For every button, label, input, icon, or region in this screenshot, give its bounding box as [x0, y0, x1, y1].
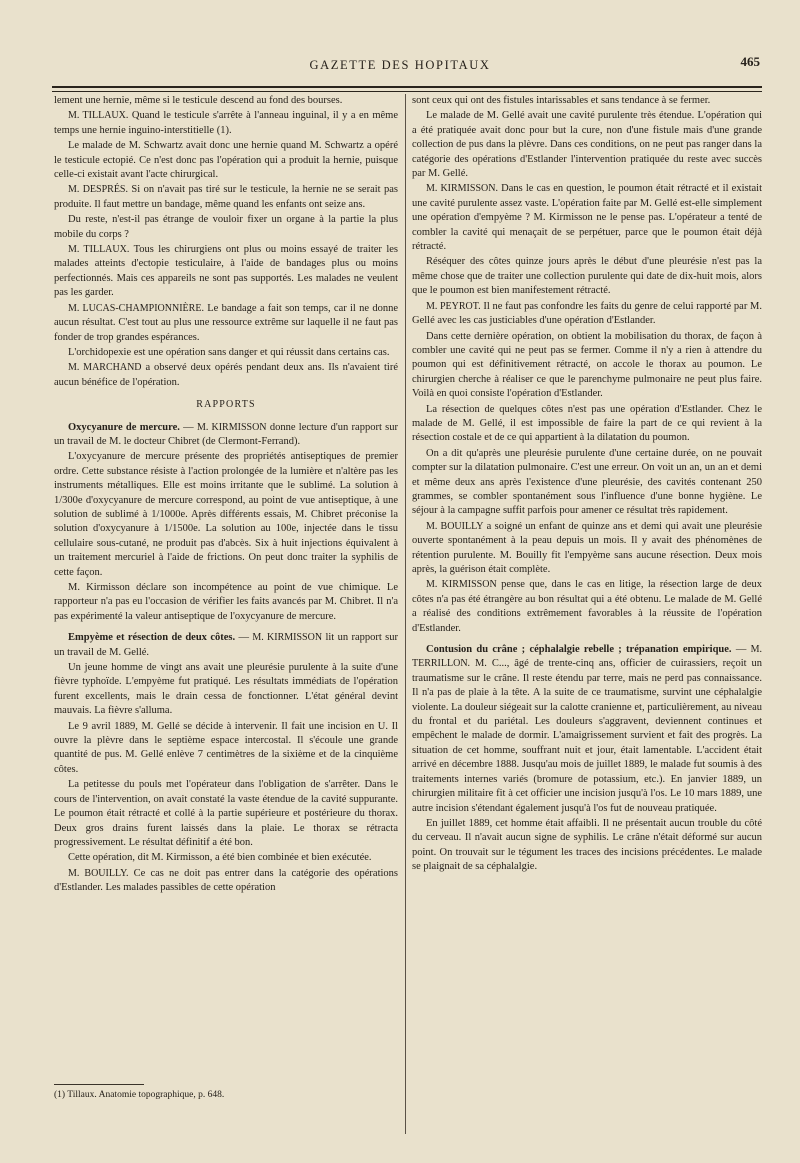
paragraph: Le malade de M. Schwartz avait donc une hernie quand M. Schwartz a opéré le testicule ectopié. Ce n'est donc pas l'opération qui a produit la hernie, puisque celle-ci existait avant l'acte chirurgical. — [54, 140, 398, 181]
paragraph — [54, 302, 398, 345]
speaker-name: M. TILLAUX. — [68, 244, 130, 256]
speaker-name: M. MARCHAND — [68, 362, 142, 374]
paragraph — [412, 520, 762, 578]
paragraph: La petitesse du pouls met l'opérateur dans l'obligation de s'arrêter. Dans le cours de l'intervention, on avait constaté la vaste étendue de la cavité suppurante. Le poumon était rétracté et collé à la partie supérieure et postérieure du thorax. Deux gros drains furent laissés dans la plaie. Le thorax se rétracta progressivement. Le résultat définitif a été bon. — [54, 779, 398, 848]
paragraph — [54, 421, 398, 450]
speaker-name: M. KIRMISSON — [196, 421, 267, 433]
paragraph: Cette opération, dit M. Kirmisson, a été bien combinée et bien exécutée. — [68, 852, 372, 864]
running-title: GAZETTE DES HOPITAUX — [309, 58, 491, 72]
paragraph: sont ceux qui ont des fistules intarissables et sans tendance à se fermer. — [412, 95, 711, 106]
paragraph: M. Kirmisson déclare son incompétence au point de vue chimique. Le rapporteur n'a pas eu l'occasion de vérifier les faits avancés par M. Chibret. Il n'a pas expérimenté la valeur antiseptique de l'oxycyanure de mercure. — [54, 582, 398, 622]
paragraph-text: M. C..., âgé de trente-cinq ans, officier de cuirassiers, reçoit un traumatisme sur le crâne. Il reste étendu par terre, mais ne perd pas connaissance. Il n'a pas de plaie à la tête. A la suite de ce traumatisme, survint une céphalalgie violente. La douleur siégeait sur la calotte cranienne et, particulièrement, au niveau du frontal et du pariétal. Les douleurs s'aggravent, deviennent continues et empêchent le malade de dormir. L'amaigrissement survient et fait des progrès. La situation de cet homme, souffrant nuit et jour, était lamentable. L'accident était arrivé en décembre 1888. Jusqu'au mois de juillet 1889, le malade fut soumis à des traitements internes variés (bromure de potassium, etc.). En janvier 1889, un chirurgien militaire fit à cet officier une incision jusqu'à l'os. Le 10 mars 1889, une autre incision s'étendant également jusqu'à l'os fut de nouveau pratiquée. — [412, 658, 762, 814]
paragraph — [54, 243, 398, 301]
paragraph — [412, 578, 762, 636]
paragraph: En juillet 1889, cet homme était affaibli. Il ne présentait aucun trouble du côté du cerveau. Il n'avait aucun signe de syphilis. Le crâne n'était déformé sur aucun point. On trouvait sur le tégument les traces des incisions précédentes. Le malade se plaignait de sa céphalalgie. — [412, 817, 762, 873]
paragraph — [54, 109, 398, 138]
speaker-name: M. KIRMISSON — [426, 579, 497, 591]
speaker-name: M. LUCAS-CHAMPIONNIÈRE. — [68, 302, 204, 314]
speaker-name: M. BOUILLY. — [68, 867, 129, 879]
paragraph: Réséquer des côtes quinze jours après le début d'une pleurésie n'est pas la même chose que de traiter une collection purulente qui date de dix-huit mois, alors que le poumon est bien manifestement rétracté. — [412, 256, 762, 297]
paragraph — [54, 361, 398, 390]
paragraph — [54, 867, 398, 896]
left-column — [54, 94, 398, 897]
paragraph-text: pense que, dans le cas en litige, la résection large de deux côtes n'a pas été étrangère au bon résultat qui a été obtenu. Le malade de M. Gellé a réalisé des conditions extrêmement favorables à la réussite de l'opération d'Estlander. — [412, 579, 762, 634]
page-number: 465 — [740, 54, 760, 69]
paragraph-text: Si on n'avait pas tiré sur le testicule, la hernie ne se serait pas produite. Il faut mettre un bandage, même quand les enfants ont seize ans. — [54, 184, 398, 210]
paragraph-text: a observé deux opérés pendant deux ans. Ils n'avaient tiré aucun bénéfice de l'opération. — [54, 362, 398, 388]
dash: — — [731, 644, 751, 656]
article-title: Empyème et résection de deux côtes. — [68, 632, 236, 644]
dash: — — [235, 632, 253, 644]
paragraph — [412, 643, 762, 816]
paragraph: Le 9 avril 1889, M. Gellé se décide à intervenir. Il fait une incision en U. Il ouvre la plèvre dans le septième espace intercostal. Il s'écoule une grande quantité de pus. M. Gellé enlève 7 centimètres de la sixième et de la cinquième côtes. — [54, 720, 398, 775]
paragraph-text: lit un rapport sur un travail de M. Gellé. — [54, 632, 399, 658]
paragraph: Dans cette dernière opération, on obtient la mobilisation du thorax, de façon à combler une cavité qui ne peut pas se fermer. Comme il n'y a rien à attendre du poumon qui est définitivement rétracté, on accole le thorax au poumon. Le chirurgien cherche à réaliser ce que le parenchyme pulmonaire ne peut plus faire. Voilà en quoi consiste l'opération d'Estlander. — [412, 330, 762, 400]
speaker-name: M. DESPRÉS. — [68, 184, 128, 196]
paragraph-text: a soigné un enfant de quinze ans et demi qui avait une pleurésie ouverte spontanément à la peau depuis un mois. Il y avait des phénomènes de rétention purulente. M. Bouilly fit l'empyème sans aucune résection. Deux mois après, la guérison était complète. — [412, 520, 762, 575]
section-heading: RAPPORTS — [196, 399, 256, 411]
right-column — [412, 94, 762, 876]
paragraph: Du reste, n'est-il pas étrange de vouloir fixer un organe à la partie la plus mobile du corps ? — [54, 214, 398, 240]
paragraph: lement une hernie, même si le testicule descend au fond des bourses. — [54, 95, 343, 106]
paragraph — [54, 183, 398, 212]
paragraph: On a dit qu'après une pleurésie purulente d'une certaine durée, on ne pouvait compter sur la dilatation pulmonaire. C'est une erreur. On voit un an, un an et demi et même deux ans après l'existence d'une pleurésie, des cavités contenant 250 grammes, se combler spontanément sous l'influence d'une bonne hygiène. Le séjour à la campagne suffit parfois pour amener ce résultat très rapidement. — [412, 447, 762, 517]
paragraph: L'orchidopexie est une opération sans danger et qui réussit dans certains cas. — [68, 346, 390, 358]
paragraph: Un jeune homme de vingt ans avait une pleurésie purulente à la suite d'une fièvre typhoïde. L'empyème fut pratiqué. Les résultats immédiats de l'opération furent excellents, mais le drain cessa de fonctionner. L'état général devint mauvais. La fièvre s'alluma. — [54, 662, 398, 717]
paragraph-text: Tous les chirurgiens ont plus ou moins essayé de traiter les malades atteints d'ectopie testiculaire, à l'aide de bandages plus ou moins perfectionnés. Mais ces appareils ne sont pas supportés. Les malades ne veulent pas les garder. — [54, 244, 399, 299]
paragraph-text: Dans le cas en question, le poumon était rétracté et il existait une cavité purulente assez vaste. L'opération faite par M. Gellé est-elle simplement une opération d'empyème ? M. Kirmisson ne le pense pas. L'opérateur a tenté de combler la cavité qui menaçait de se perpétuer, parce que le poumon était déjà rétracté. — [412, 183, 762, 253]
paragraph-text: donne lecture d'un rapport sur un travail de M. le docteur Chibret (de Clermont-Ferrand). — [54, 421, 399, 447]
dash: — — [179, 421, 197, 433]
paragraph — [412, 182, 762, 254]
speaker-name: M. TILLAUX. — [68, 110, 129, 122]
footnote: (1) Tillaux. Anatomie topographique, p. 648. — [54, 1090, 225, 1100]
header-rule-thick — [52, 86, 762, 88]
article-title: Contusion du crâne ; céphalalgie rebelle ; trépanation empirique. — [426, 644, 732, 656]
column-divider — [405, 94, 406, 1134]
paragraph-text: Quand le testicule s'arrête à l'anneau inguinal, il y a en même temps une hernie inguino-interstitielle (1). — [54, 110, 399, 136]
header-rule-thin — [52, 91, 762, 92]
speaker-name: M. KIRMISSON — [252, 632, 323, 644]
speaker-name: M. PEYROT. — [426, 300, 481, 312]
paragraph: La résection de quelques côtes n'est pas une opération d'Estlander. Chez le malade de M. Gellé, il est impossible de faire la part de ce qui revient à la résection costale et de ce qui appartient à la dilatation du poumon. — [412, 403, 762, 444]
paragraph: Le malade de M. Gellé avait une cavité purulente très étendue. L'opération qui a été pratiquée avait donc pour but la cure, non d'une fistule mais d'une grande collection de pus dans la plèvre. Dans ces conditions, on ne peut pas ranger dans la catégorie des opérations d'Estlander l'intervention pratiquée du reste avec succès par M. Gellé. — [412, 110, 762, 180]
paragraph — [54, 631, 398, 660]
speaker-name: M. KIRMISSON. — [426, 183, 498, 195]
speaker-name: M. BOUILLY — [426, 520, 484, 532]
paragraph: L'oxycyanure de mercure présente des propriétés antiseptiques de premier ordre. Cette substance résiste à l'action prolongée de la lumière et n'altère pas les instruments métalliques. Elle est moins irritante que le sublimé. La solution à 1/300e d'oxycyanure de mercure correspond, au point de vue antiseptique, à une solution de sublimé à 1/1000e. Après différents essais, M. Chibret préconise la solution d'oxycyanure à 1/1500e. La solution au 100e, injectée dans le tissu cellulaire sous-cutané, ne produit pas d'abcès. Six à huit injections équivalent à un traitement mercuriel à l'aide de frictions. On peut donc traiter la syphilis de cette façon. — [54, 451, 398, 578]
paragraph-text: Il ne faut pas confondre les faits du genre de celui rapporté par M. Gellé avec les cas justiciables d'une opération d'Estlander. — [412, 300, 763, 327]
speaker-name: M. TERRILLON. — [412, 644, 763, 670]
article-title: Oxycyanure de mercure. — [68, 421, 180, 433]
paragraph-text: Le bandage a fait son temps, car il ne donne aucun résultat. C'est tout au plus une ressource extrême sur laquelle il ne faut pas fonder de trop grandes espérances. — [54, 302, 398, 343]
paragraph-text: Ce cas ne doit pas entrer dans la catégorie des opérations d'Estlander. Les malades passibles de cette opération — [54, 867, 399, 894]
paragraph — [412, 300, 762, 329]
footnote-rule — [54, 1084, 144, 1085]
